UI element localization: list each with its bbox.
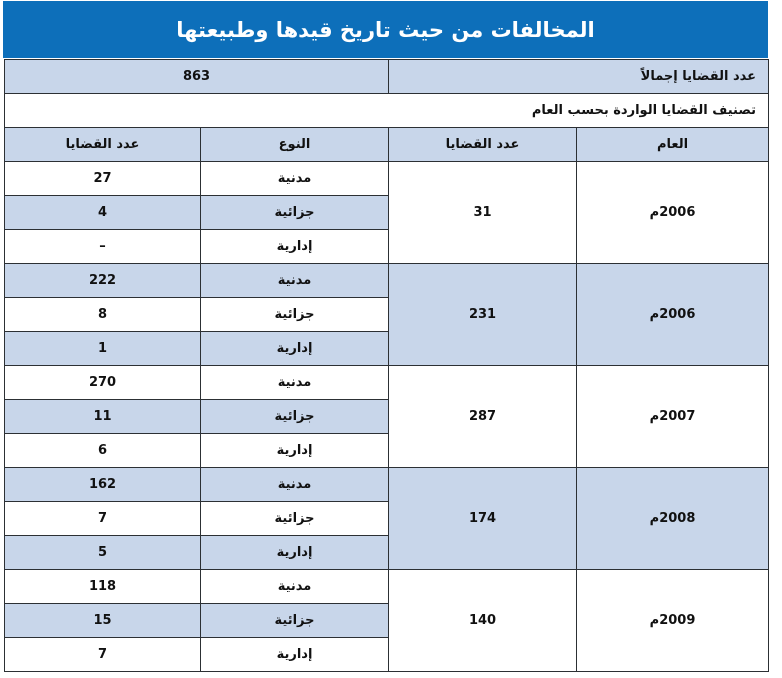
header-row	[5, 128, 769, 162]
page-title: المخالفات من حيث تاريخ قيدها وطبيعتها	[3, 1, 768, 58]
year-total-cell: 31	[389, 162, 577, 264]
table-row	[5, 264, 769, 298]
type-cell: مدنية	[201, 468, 389, 502]
year-total-cell: 140	[389, 570, 577, 672]
type-count-cell: 7	[5, 502, 201, 536]
year-cell: 2009م	[577, 570, 769, 672]
type-count-cell: 162	[5, 468, 201, 502]
type-cell: جزائية	[201, 196, 389, 230]
type-count-cell: 222	[5, 264, 201, 298]
type-count-cell: 118	[5, 570, 201, 604]
type-count-cell: 27	[5, 162, 201, 196]
header-year: العام	[577, 128, 769, 162]
type-cell: جزائية	[201, 604, 389, 638]
type-cell: مدنية	[201, 162, 389, 196]
type-cell: إدارية	[201, 434, 389, 468]
type-count-cell: 6	[5, 434, 201, 468]
year-cell: 2008م	[577, 468, 769, 570]
type-count-cell: 15	[5, 604, 201, 638]
year-total-cell: 287	[389, 366, 577, 468]
header-type-cases: عدد القضايا	[5, 128, 201, 162]
year-cell: 2006م	[577, 264, 769, 366]
type-count-cell: 4	[5, 196, 201, 230]
header-type: النوع	[201, 128, 389, 162]
year-cell: 2007م	[577, 366, 769, 468]
year-total-cell: 174	[389, 468, 577, 570]
type-count-cell: 11	[5, 400, 201, 434]
table-row	[5, 162, 769, 196]
type-count-cell: 270	[5, 366, 201, 400]
type-count-cell: 1	[5, 332, 201, 366]
type-count-cell: 5	[5, 536, 201, 570]
classification-row	[5, 94, 769, 128]
type-cell: جزائية	[201, 502, 389, 536]
table-row	[5, 570, 769, 604]
type-cell: مدنية	[201, 366, 389, 400]
classification-title: تصنيف القضايا الواردة بحسب العام	[5, 94, 769, 128]
type-count-cell: 7	[5, 638, 201, 672]
summary-label: عدد القضايا إجمالاً	[389, 60, 769, 94]
type-cell: إدارية	[201, 536, 389, 570]
year-total-cell: 231	[389, 264, 577, 366]
summary-row	[5, 60, 769, 94]
type-cell: إدارية	[201, 332, 389, 366]
type-cell: مدنية	[201, 264, 389, 298]
summary-value: 863	[5, 60, 389, 94]
cases-table	[4, 59, 769, 672]
type-count-cell: 8	[5, 298, 201, 332]
table-row	[5, 366, 769, 400]
year-cell: 2006م	[577, 162, 769, 264]
type-cell: جزائية	[201, 400, 389, 434]
type-cell: جزائية	[201, 298, 389, 332]
type-cell: إدارية	[201, 638, 389, 672]
type-cell: إدارية	[201, 230, 389, 264]
type-cell: مدنية	[201, 570, 389, 604]
type-count-cell: –	[5, 230, 201, 264]
header-cases: عدد القضايا	[389, 128, 577, 162]
table-row	[5, 468, 769, 502]
